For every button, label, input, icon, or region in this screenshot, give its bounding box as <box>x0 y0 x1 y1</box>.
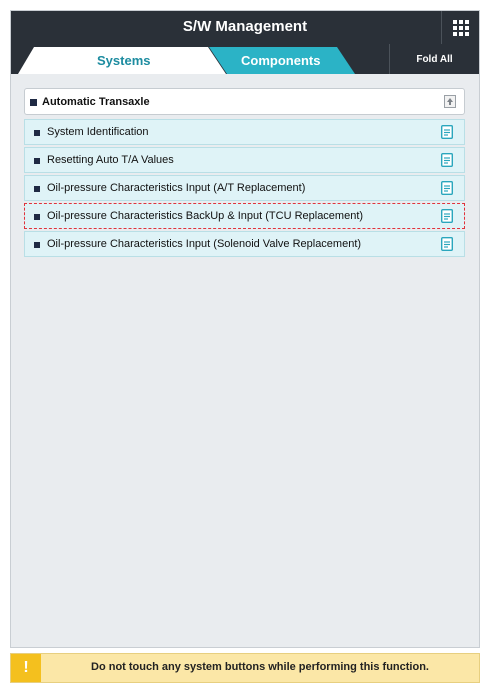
bullet-square-icon <box>34 186 40 192</box>
document-icon[interactable] <box>441 181 453 195</box>
document-icon[interactable] <box>441 153 453 167</box>
bullet-square-icon <box>34 158 40 164</box>
bullet-square-icon <box>34 214 40 220</box>
bullet-square-icon <box>30 99 37 106</box>
list-item-label: Oil-pressure Characteristics Input (A/T Replacement) <box>47 182 306 194</box>
list-item-oil-pressure-tcu-replacement[interactable] <box>24 203 465 229</box>
list-item-label: Resetting Auto T/A Values <box>47 154 174 166</box>
list-item-label: Oil-pressure Characteristics BackUp & Input (TCU Replacement) <box>47 210 364 222</box>
tab-bar <box>11 44 479 74</box>
document-icon[interactable] <box>441 237 453 251</box>
document-icon[interactable] <box>441 209 453 223</box>
list-item-label: Oil-pressure Characteristics Input (Solenoid Valve Replacement) <box>47 238 362 250</box>
bullet-square-icon <box>34 242 40 248</box>
title-bar <box>11 11 479 44</box>
tab-components-label: Components <box>241 53 321 68</box>
collapse-icon[interactable] <box>444 95 456 108</box>
warning-bar <box>10 653 480 683</box>
grid-icon <box>453 20 469 36</box>
warning-text: Do not touch any system buttons while performing this function. <box>91 661 429 673</box>
page-title: S/W Management <box>182 18 308 35</box>
bullet-square-icon <box>34 130 40 136</box>
list-item-label: System Identification <box>47 126 149 138</box>
document-icon[interactable] <box>441 125 453 139</box>
warning-icon: ! <box>11 654 41 682</box>
list-item-resetting-auto-ta-values[interactable] <box>24 147 465 173</box>
fold-all-button[interactable]: Fold All <box>389 44 479 74</box>
list-item-system-identification[interactable] <box>24 119 465 145</box>
list-item-oil-pressure-at-replacement[interactable] <box>24 175 465 201</box>
tab-systems[interactable] <box>18 47 226 74</box>
tab-systems-label: Systems <box>97 53 151 68</box>
menu-button[interactable] <box>441 11 479 44</box>
tab-components[interactable] <box>209 47 355 74</box>
app-frame <box>10 10 480 648</box>
group-header-automatic-transaxle[interactable] <box>24 88 465 115</box>
systems-list <box>11 74 479 647</box>
group-label: Automatic Transaxle <box>42 96 150 108</box>
list-item-oil-pressure-solenoid-valve-replacement[interactable] <box>24 231 465 257</box>
